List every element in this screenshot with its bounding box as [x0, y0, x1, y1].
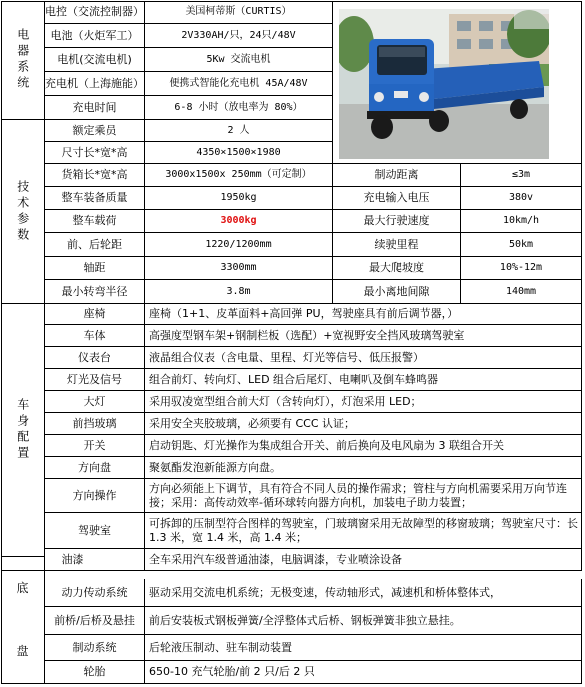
- row-label: 轴距: [45, 257, 145, 280]
- row-label: 最大行驶速度: [333, 210, 461, 233]
- section-electrical: 电器系统: [1, 1, 45, 120]
- row-label: 前、后轮距: [45, 233, 145, 257]
- row-value: 后轮液压制动、驻车制动装置: [145, 635, 582, 661]
- row-value: 方向必须能上下调节，具有符合不同人员的操作需求；管柱与方向机需要采用万向节连接；采用：高传动效率-循环球转向器方向机，加装电子助力装置；: [145, 479, 582, 513]
- row-value: 10km/h: [461, 210, 582, 233]
- row-label: 灯光及信号: [45, 369, 145, 391]
- row-value: 组合前灯、转向灯、LED 组合后尾灯、电喇叭及倒车蜂鸣器: [145, 369, 582, 391]
- row-value: 采用安全夹胶玻璃，必须要有 CCC 认证；: [145, 413, 582, 435]
- row-value: 美国柯蒂斯（CURTIS）: [145, 1, 333, 24]
- row-value: 可拆卸的压制型符合图样的驾驶室，门玻璃窗采用无故障型的移窗玻璃；驾驶室尺寸：长 1.3 米，宽 1.4 米，高 1.4 米；: [145, 513, 582, 549]
- row-value: 50km: [461, 233, 582, 257]
- row-label: 最小离地间隙: [333, 280, 461, 304]
- row-value: 650-10 充气轮胎/前 2 只/后 2 只: [145, 661, 582, 684]
- row-label: 充电时间: [45, 96, 145, 120]
- row-label: 开关: [45, 435, 145, 457]
- row-label: 整车装备质量: [45, 187, 145, 210]
- electric-flatbed-truck-photo: [339, 9, 549, 159]
- row-value: 2V330AH/只，24只/48V: [145, 24, 333, 48]
- row-label: 座椅: [45, 304, 145, 325]
- row-value: 140mm: [461, 280, 582, 304]
- row-value: 全车采用汽车级普通油漆，电脑调漆，专业喷涂设备: [145, 549, 582, 571]
- row-label: 额定乘员: [45, 120, 145, 142]
- section-body-config: 车身配置: [1, 304, 45, 557]
- row-value: 2 人: [145, 120, 333, 142]
- section-technical: 技术参数: [1, 120, 45, 304]
- row-value: ≤3m: [461, 164, 582, 187]
- row-value: 6-8 小时（放电率为 80%）: [145, 96, 333, 120]
- row-value: 3.8m: [145, 280, 333, 304]
- row-label: 续驶里程: [333, 233, 461, 257]
- row-value: 驱动采用交流电机系统；无极变速，传动轴形式，减速机和桥体整体式，: [145, 579, 582, 607]
- row-value: 3000kg: [145, 210, 333, 233]
- row-label: 电机(交流电机): [45, 48, 145, 72]
- row-label: 油漆: [1, 549, 145, 571]
- row-label: 电池（火炬军工）: [45, 24, 145, 48]
- row-value: 380v: [461, 187, 582, 210]
- row-label: 电控（交流控制器）: [45, 1, 145, 24]
- row-value: 1220/1200mm: [145, 233, 333, 257]
- row-label: 方向操作: [45, 479, 145, 513]
- row-value: 10%-12m: [461, 257, 582, 280]
- row-value: 座椅（1+1、皮革面料+高回弹 PU，驾驶座具有前后调节器，）: [145, 304, 582, 325]
- spec-table: [1, 1, 582, 684]
- row-value: 前后安装板式钢板弹簧/全浮整体式后桥、钢板弹簧非独立悬挂。: [145, 607, 582, 635]
- row-label: 制动系统: [45, 635, 145, 661]
- truck-image: [339, 9, 549, 159]
- row-label: 充电机（上海施能）: [45, 72, 145, 96]
- row-label: 动力传动系统: [45, 579, 145, 607]
- row-label: 尺寸长*宽*高: [45, 142, 145, 164]
- row-label: 仪表台: [45, 347, 145, 369]
- section-chassis-char-1: 底: [16, 581, 29, 596]
- row-label: 制动距离: [333, 164, 461, 187]
- row-label: 前桥/后桥及悬挂: [45, 607, 145, 635]
- row-label: 最小转弯半径: [45, 280, 145, 304]
- row-value: 便携式智能化充电机 45A/48V: [145, 72, 333, 96]
- row-label: 整车载荷: [45, 210, 145, 233]
- section-chassis: [1, 557, 45, 684]
- row-label: 车体: [45, 325, 145, 347]
- row-label: 大灯: [45, 391, 145, 413]
- row-label: 货箱长*宽*高: [45, 164, 145, 187]
- row-value: 高强度型钢车架+钢制栏板（选配）+宽视野安全挡风玻璃驾驶室: [145, 325, 582, 347]
- row-value: 3000x1500x 250mm（可定制）: [145, 164, 333, 187]
- row-label: 方向盘: [45, 457, 145, 479]
- row-value: 液晶组合仪表（含电量、里程、灯光等信号、低压报警）: [145, 347, 582, 369]
- row-label: 轮胎: [45, 661, 145, 684]
- row-value: 3300mm: [145, 257, 333, 280]
- row-label: 充电输入电压: [333, 187, 461, 210]
- row-label: 最大爬坡度: [333, 257, 461, 280]
- row-value: 5Kw 交流电机: [145, 48, 333, 72]
- row-value: 采用驭凌宽型组合前大灯（含转向灯），灯泡采用 LED；: [145, 391, 582, 413]
- section-chassis-char-2: 盘: [16, 644, 29, 659]
- row-value: 1950kg: [145, 187, 333, 210]
- row-label: 前挡玻璃: [45, 413, 145, 435]
- row-label: 驾驶室: [45, 513, 145, 549]
- row-value: 启动钥匙、灯光操作为集成组合开关、前后换向及电风扇为 3 联组合开关: [145, 435, 582, 457]
- row-value: 4350×1500×1980: [145, 142, 333, 164]
- row-value: 聚氨酯发泡新能源方向盘。: [145, 457, 582, 479]
